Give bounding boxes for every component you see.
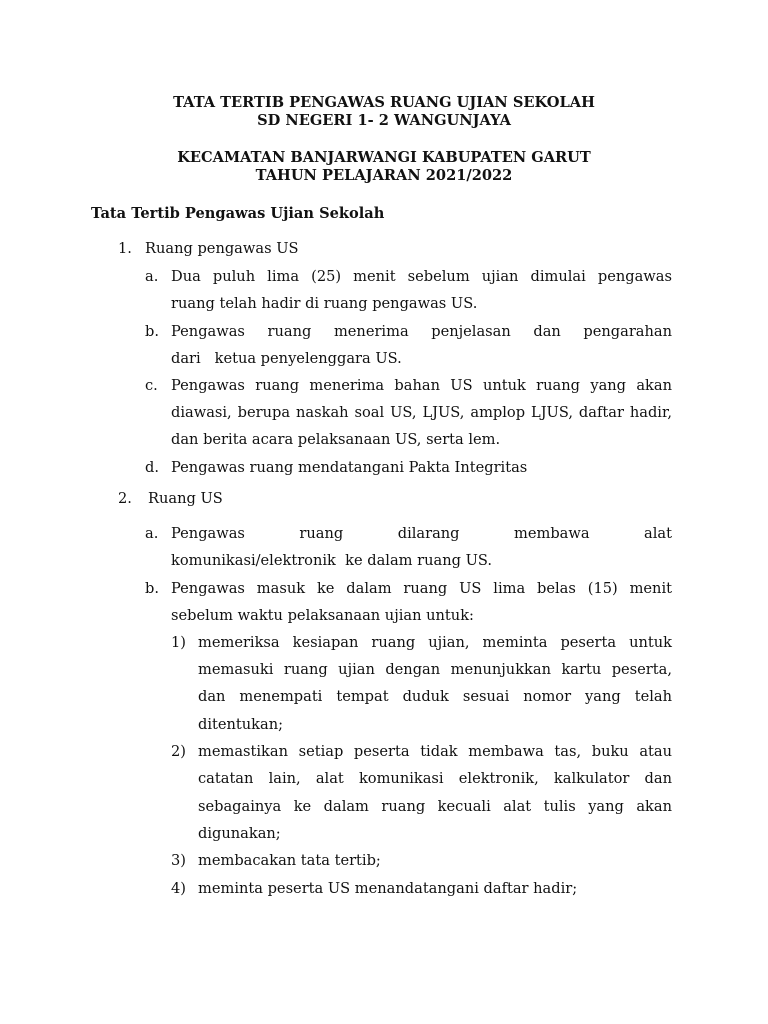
- step-marker: 1): [171, 634, 186, 651]
- document-title-line-1: TATA TERTIB PENGAWAS RUANG UJIAN SEKOLAH: [173, 94, 595, 111]
- section-title: Tata Tertib Pengawas Ujian Sekolah: [91, 205, 385, 222]
- paragraph-line: diawasi, berupa naskah soal US, LJUS, amplop LJUS, daftar hadir,: [171, 404, 672, 421]
- paragraph-line: catatan lain, alat komunikasi elektronik, kalkulator dan: [198, 770, 672, 787]
- list-item-title: Ruang US: [148, 490, 223, 507]
- sublist-marker: a.: [145, 268, 159, 285]
- document-subtitle-line-1: KECAMATAN BANJARWANGI KABUPATEN GARUT: [177, 149, 591, 166]
- step-marker: 2): [171, 743, 186, 760]
- paragraph-line: memeriksa kesiapan ruang ujian, meminta peserta untuk: [198, 634, 672, 651]
- paragraph-line: ditentukan;: [198, 716, 284, 733]
- paragraph-line: memastikan setiap peserta tidak membawa tas, buku atau: [198, 743, 672, 760]
- paragraph-line: Pengawas ruang menerima bahan US untuk ruang yang akan: [171, 377, 672, 394]
- sublist-marker: d.: [145, 459, 159, 476]
- paragraph-line: Dua puluh lima (25) menit sebelum ujian dimulai pengawas: [171, 268, 672, 285]
- sublist-marker: b.: [145, 323, 159, 340]
- paragraph-line: digunakan;: [198, 825, 281, 842]
- document-subtitle-line-2: TAHUN PELAJARAN 2021/2022: [255, 167, 513, 184]
- step-marker: 4): [171, 880, 186, 897]
- paragraph-line: membacakan tata tertib;: [198, 852, 381, 869]
- paragraph-line: dari ketua penyelenggara US.: [171, 350, 402, 367]
- paragraph-line: Pengawas ruang dilarang membawa alat: [171, 525, 672, 542]
- paragraph-line: Pengawas ruang mendatangani Pakta Integritas: [171, 459, 528, 476]
- list-item-title: Ruang pengawas US: [145, 240, 299, 257]
- paragraph-line: meminta peserta US menandatangani daftar hadir;: [198, 880, 578, 897]
- step-marker: 3): [171, 852, 186, 869]
- paragraph-line: Pengawas masuk ke dalam ruang US lima belas (15) menit: [171, 580, 672, 597]
- document-title-line-2: SD NEGERI 1- 2 WANGUNJAYA: [257, 112, 511, 129]
- list-marker: 1.: [118, 240, 132, 257]
- paragraph-line: Pengawas ruang menerima penjelasan dan pengarahan: [171, 323, 672, 340]
- sublist-marker: c.: [145, 377, 158, 394]
- paragraph-line: ruang telah hadir di ruang pengawas US.: [171, 295, 478, 312]
- sublist-marker: a.: [145, 525, 159, 542]
- paragraph-line: sebelum waktu pelaksanaan ujian untuk:: [171, 607, 474, 624]
- list-marker: 2.: [118, 490, 132, 507]
- paragraph-line: sebagainya ke dalam ruang kecuali alat tulis yang akan: [198, 798, 672, 815]
- paragraph-line: komunikasi/elektronik ke dalam ruang US.: [171, 552, 493, 569]
- sublist-marker: b.: [145, 580, 159, 597]
- paragraph-line: dan berita acara pelaksanaan US, serta lem.: [171, 431, 501, 448]
- paragraph-line: memasuki ruang ujian dengan menunjukkan kartu peserta,: [198, 661, 672, 678]
- paragraph-line: dan menempati tempat duduk sesuai nomor yang telah: [198, 688, 672, 705]
